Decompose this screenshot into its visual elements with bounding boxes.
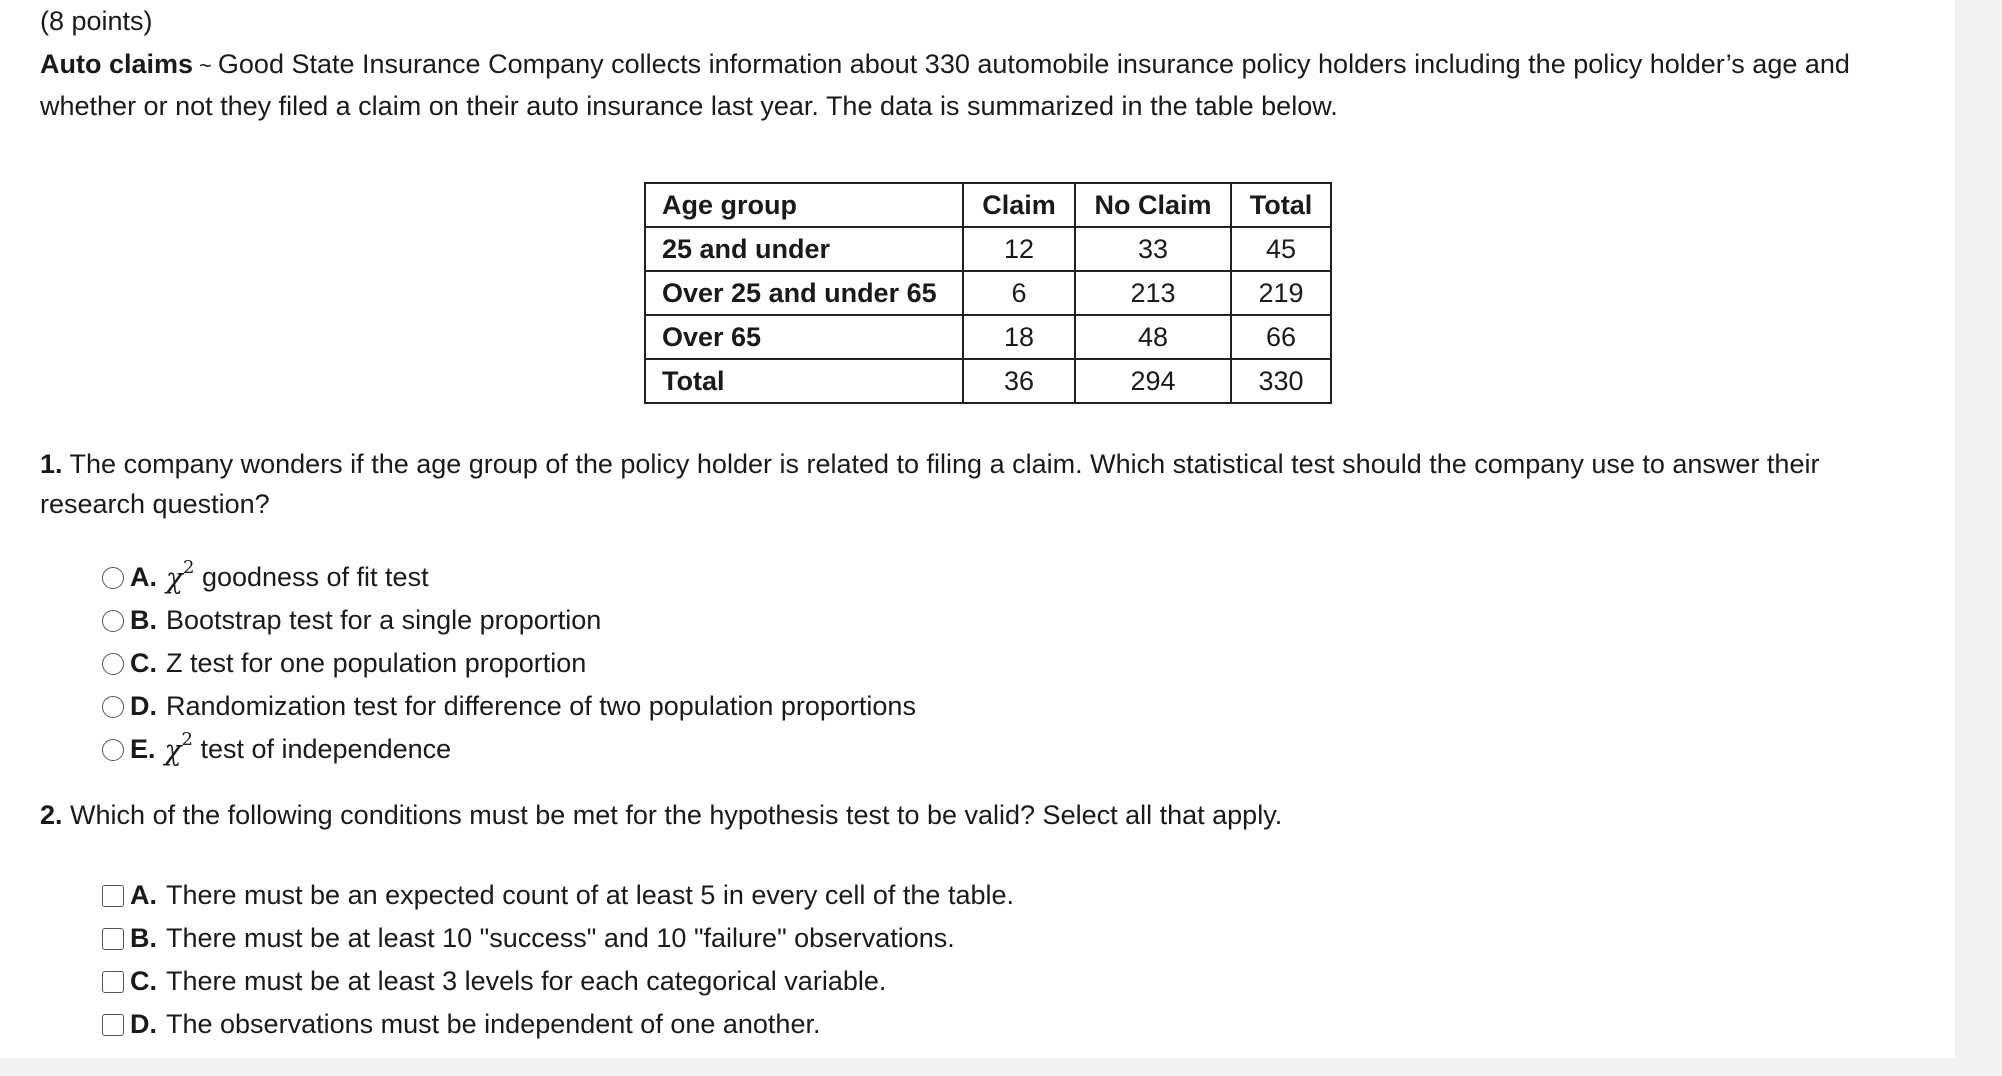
question-1-number: 1. <box>40 449 63 479</box>
table-cell: 12 <box>963 227 1075 271</box>
q1-option-a-text: goodness of fit test <box>201 562 429 592</box>
table-cell: 25 and under <box>645 227 963 271</box>
q2-option-d-letter: D. <box>130 1009 157 1039</box>
q1-option-b-letter: B. <box>130 605 157 635</box>
chi-squared-symbol: $\chi^2$ <box>166 556 195 595</box>
q1-option-a-letter: A. <box>130 562 157 592</box>
q1-option-c[interactable] <box>102 642 916 685</box>
table-cell: Total <box>645 359 963 403</box>
q1-option-e[interactable] <box>102 728 916 771</box>
q1-option-b-radio[interactable] <box>102 610 124 632</box>
q2-option-a-text: There must be an expected count of at least 5 in every cell of the table. <box>166 880 1014 910</box>
table-cell: 213 <box>1075 271 1231 315</box>
q2-option-c-letter: C. <box>130 966 157 996</box>
q1-option-d-radio[interactable] <box>102 696 124 718</box>
table-header-row <box>645 183 1331 227</box>
points-label: (8 points) <box>40 6 153 36</box>
q2-option-c[interactable] <box>102 960 1014 1003</box>
table-cell: 33 <box>1075 227 1231 271</box>
question-1-options <box>102 556 916 771</box>
question-2-options <box>102 874 1014 1046</box>
table-row <box>645 271 1331 315</box>
q2-option-a[interactable] <box>102 874 1014 917</box>
table-cell: 18 <box>963 315 1075 359</box>
table-cell: 45 <box>1231 227 1331 271</box>
question-2-text: Which of the following conditions must be met for the hypothesis test to be valid? Select all that apply. <box>70 800 1283 830</box>
q1-option-e-text: test of independence <box>200 734 452 764</box>
question-2-number: 2. <box>40 800 63 830</box>
table-cell: 48 <box>1075 315 1231 359</box>
q1-option-d[interactable] <box>102 685 916 728</box>
q1-option-b[interactable] <box>102 599 916 642</box>
table-cell: 294 <box>1075 359 1231 403</box>
problem-description: Good State Insurance Company collects information about 330 automobile insurance policy holders including the policy holder’s age and whether or not they filed a claim on their auto insurance last year. The data is summarized in the table below. <box>40 49 1850 121</box>
q2-option-b-checkbox[interactable] <box>102 928 124 950</box>
question-1-text: The company wonders if the age group of the policy holder is related to filing a claim. Which statistical test should the company use to answer their research question? <box>40 449 1820 519</box>
q1-option-d-letter: D. <box>130 691 157 721</box>
table-cell: Over 25 and under 65 <box>645 271 963 315</box>
q1-option-c-letter: C. <box>130 648 157 678</box>
table-header-total: Total <box>1231 183 1331 227</box>
q2-option-c-checkbox[interactable] <box>102 971 124 993</box>
q2-option-b-text: There must be at least 10 "success" and 10 "failure" observations. <box>166 923 955 953</box>
contingency-table <box>644 182 1332 404</box>
q1-option-a[interactable] <box>102 556 916 599</box>
table-row <box>645 315 1331 359</box>
q2-option-b[interactable] <box>102 917 1014 960</box>
q2-option-a-checkbox[interactable] <box>102 885 124 907</box>
problem-title: Auto claims <box>40 49 194 79</box>
q2-option-d-checkbox[interactable] <box>102 1014 124 1036</box>
table-cell: 6 <box>963 271 1075 315</box>
q1-option-b-text: Bootstrap test for a single proportion <box>166 605 602 635</box>
q1-option-d-text: Randomization test for difference of two population proportions <box>166 691 916 721</box>
table-cell: 219 <box>1231 271 1331 315</box>
table-header-age-group: Age group <box>645 183 963 227</box>
q2-option-d[interactable] <box>102 1003 1014 1046</box>
tilde-separator: ~ <box>199 53 212 78</box>
q2-option-c-text: There must be at least 3 levels for each categorical variable. <box>166 966 887 996</box>
table-cell: 36 <box>963 359 1075 403</box>
q1-option-e-letter: E. <box>130 734 156 764</box>
table-header-claim: Claim <box>963 183 1075 227</box>
q2-option-a-letter: A. <box>130 880 157 910</box>
chi-squared-symbol: $\chi^2$ <box>164 728 193 767</box>
table-cell: 330 <box>1231 359 1331 403</box>
question-1 <box>40 444 1930 524</box>
question-2 <box>40 795 1930 835</box>
table-header-no-claim: No Claim <box>1075 183 1231 227</box>
q1-option-e-radio[interactable] <box>102 739 124 761</box>
table-row <box>645 359 1331 403</box>
q1-option-a-radio[interactable] <box>102 567 124 589</box>
problem-intro <box>40 44 1930 126</box>
q1-option-c-text: Z test for one population proportion <box>166 648 587 678</box>
table-row <box>645 227 1331 271</box>
q1-option-c-radio[interactable] <box>102 653 124 675</box>
q2-option-b-letter: B. <box>130 923 157 953</box>
table-cell: Over 65 <box>645 315 963 359</box>
table-cell: 66 <box>1231 315 1331 359</box>
q2-option-d-text: The observations must be independent of one another. <box>166 1009 821 1039</box>
